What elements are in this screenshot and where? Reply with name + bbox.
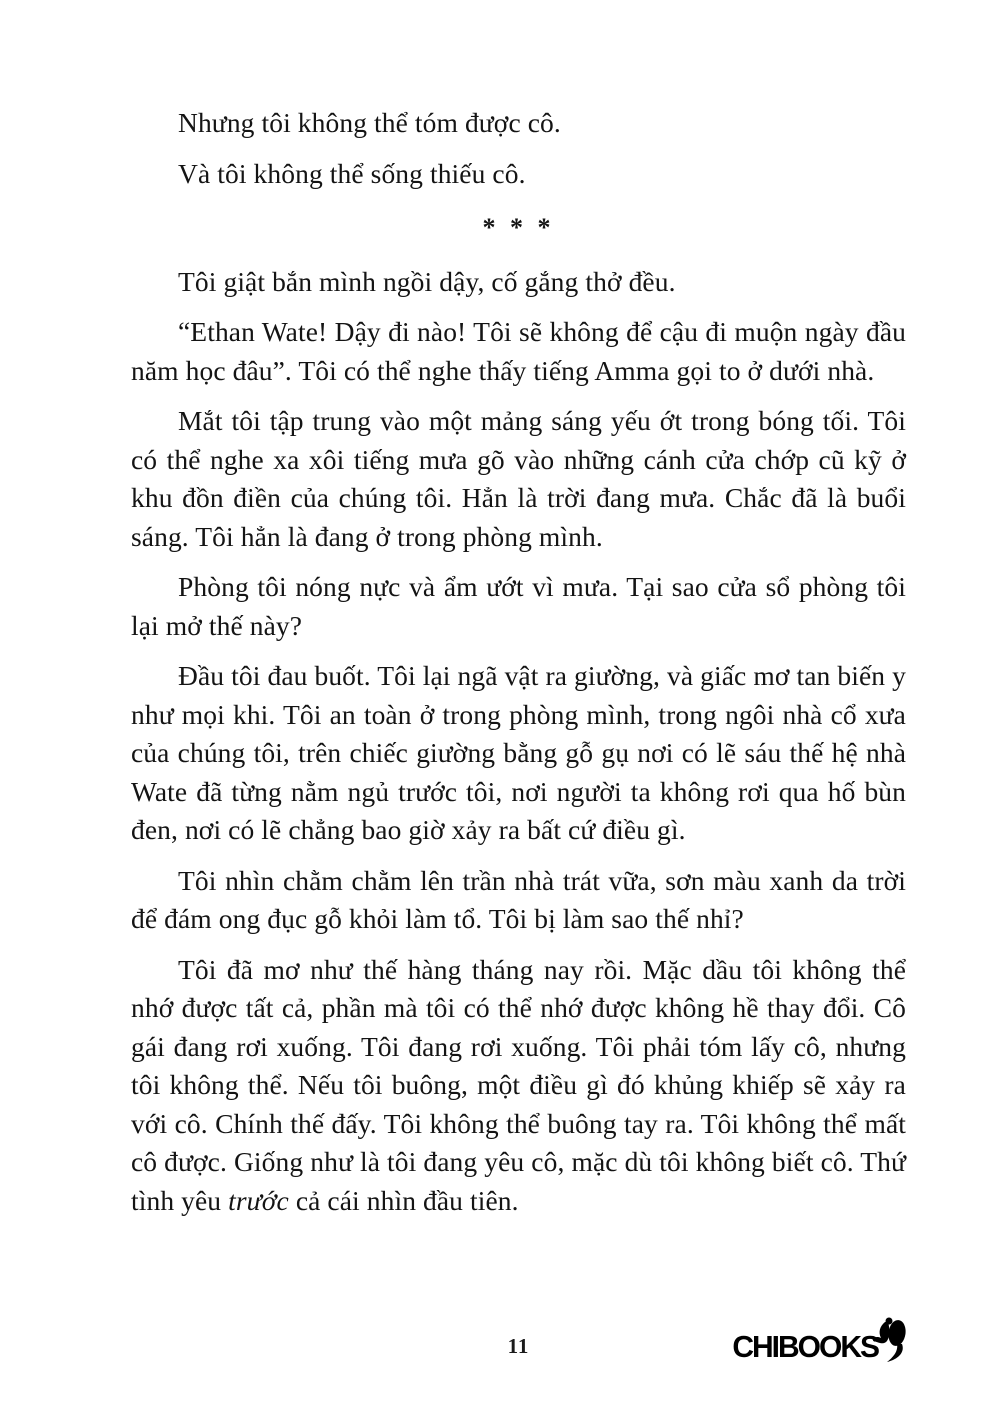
- text-block: [131, 104, 906, 1232]
- paragraph: [131, 951, 906, 1221]
- paragraph: Và tôi không thể sống thiếu cô.: [178, 157, 526, 189]
- paragraph-italic-text: trước: [228, 1184, 289, 1216]
- paragraph: Đầu tôi đau buốt. Tôi lại ngã vật ra giường, và giấc mơ tan biến y như mọi khi. Tôi an toàn ở trong phòng mình, trong ngôi nhà cổ xưa của chúng tôi, trên chiếc giường bằng gỗ gụ nơi có lẽ sáu thế hệ nhà Wate đã từng nằm ngủ trước tôi, nơi người ta không rơi qua hố bùn đen, nơi có lẽ chẳng bao giờ xảy ra bất cứ điều gì.: [131, 660, 906, 845]
- paragraph: Nhưng tôi không thể tóm được cô.: [178, 107, 561, 138]
- section-separator: * * *: [482, 213, 555, 242]
- page-number: 11: [507, 1334, 530, 1358]
- paragraph-text: cả cái nhìn đầu tiên.: [288, 1184, 519, 1216]
- paragraph: “Ethan Wate! Dậy đi nào! Tôi sẽ không để cậu đi muộn ngày đầu năm học đâu”. Tôi có thể nghe thấy tiếng Amma gọi to ở dưới nhà.: [131, 316, 906, 386]
- paragraph: Phòng tôi nóng nực và ẩm ướt vì mưa. Tại sao cửa sổ phòng tôi lại mở thế này?: [131, 571, 906, 641]
- page-footer: [0, 1326, 1000, 1376]
- publisher-logo-text: CHIBOOKS: [732, 1330, 878, 1364]
- paragraph: Tôi giật bắn mình ngồi dậy, cố gắng thở đều.: [178, 265, 676, 297]
- paragraph: Tôi nhìn chằm chằm lên trần nhà trát vữa, sơn màu xanh da trời để đám ong đục gỗ khỏi làm tổ. Tôi bị làm sao thế nhỉ?: [131, 864, 906, 934]
- publisher-logo: [732, 1326, 908, 1369]
- paragraph-text: Tôi đã mơ như thế hàng tháng nay rồi. Mặc dầu tôi không thể nhớ được tất cả, phần mà tôi có thể nhớ được không hề thay đổi. Cô gái đang rơi xuống. Tôi đang rơi xuống. Tôi phải tóm lấy cô, nhưng tôi không thể. Nếu tôi buông, một điều gì đó khủng khiếp sẽ xảy ra với cô. Chính thế đấy. Tôi không thể buông tay ra. Tôi không thể mất cô được. Giống như là tôi đang yêu cô, mặc dù tôi không biết cô. Thứ tình yêu: [131, 953, 906, 1216]
- paragraph: Mắt tôi tập trung vào một mảng sáng yếu ớt trong bóng tối. Tôi có thể nghe xa xôi tiếng mưa gõ vào những cánh cửa chớp cũ kỹ ở khu đồn điền của chúng tôi. Hẳn là trời đang mưa. Chắc đã là buổi sáng. Tôi hẳn là đang ở trong phòng mình.: [131, 405, 906, 552]
